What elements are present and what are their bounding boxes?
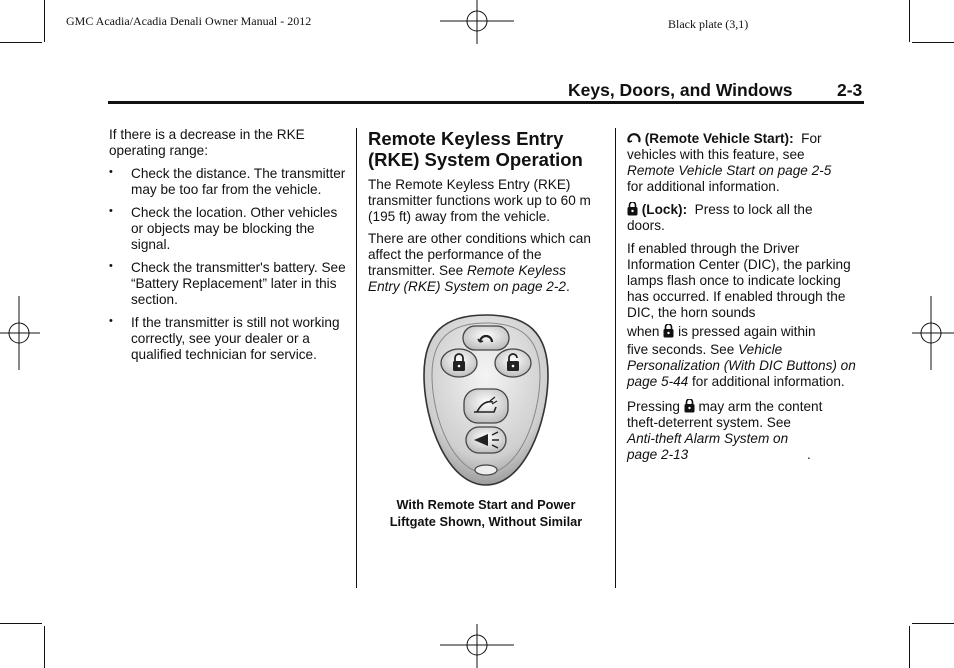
lock-icon (441, 349, 477, 377)
cross-reference-link[interactable]: Vehicle Personalization (With DIC Buttons) on page 5-44 (627, 342, 856, 389)
crop-mark (0, 42, 42, 43)
running-header-right: Black plate (3,1) (668, 17, 749, 31)
paragraph: five seconds. See Vehicle Personalization (With DIC Buttons) on page 5-44 for additional information. (627, 342, 856, 389)
crop-mark (909, 0, 910, 42)
cross-reference-link[interactable]: Remote Keyless Entry (RKE) System on page 2-2 (368, 263, 566, 294)
figure-caption: With Remote Start and Power Liftgate Shown, Without Similar (389, 497, 583, 529)
bullet: • (109, 205, 113, 217)
remote-start-icon (627, 130, 641, 144)
registration-mark (912, 296, 954, 370)
list-item: • If the transmitter is still not working correctly, see your dealer or a qualified technician for service. (109, 315, 340, 362)
lock-icon (627, 202, 638, 216)
paragraph: If enabled through the Driver Information Center (DIC), the parking lamps flash once to indicate locking has occurred. If enabled through the DIC, the horn sounds (627, 241, 851, 320)
list-item: • Check the location. Other vehicles or objects may be blocking the signal. (109, 205, 338, 252)
panic-horn-icon (466, 427, 506, 453)
bullet-list (109, 166, 349, 363)
column-divider (615, 128, 616, 588)
lock-label: (Lock): (641, 202, 688, 217)
liftgate-icon (464, 389, 508, 423)
cross-reference-link[interactable]: Remote Vehicle Start on page 2-5 (627, 163, 832, 178)
header-rule (108, 101, 864, 104)
paragraph: The Remote Keyless Entry (RKE) transmitter functions work up to 60 m (195 ft) away from the vehicle. (368, 177, 591, 224)
running-header-left: GMC Acadia/Acadia Denali Owner Manual - 2012 (66, 14, 312, 28)
crop-mark (44, 0, 45, 42)
list-item: • Check the transmitter's battery. See “Battery Replacement” later in this section. (109, 260, 346, 307)
section-title: Keys, Doors, and Windows (568, 80, 793, 100)
range-intro: If there is a decrease in the RKE operating range: (109, 127, 305, 158)
key-fob-illustration (420, 313, 552, 489)
bullet: • (109, 315, 113, 327)
paragraph: Pressing may arm the content theft-deterrent system. See Anti-theft Alarm System on page 2-13 . (627, 399, 823, 462)
crop-mark (912, 42, 954, 43)
crop-mark (909, 626, 910, 668)
section-heading: Remote Keyless Entry (RKE) System Operation (368, 128, 583, 170)
list-item: • Check the distance. The transmitter may be too far from the vehicle. (109, 166, 346, 197)
cross-reference-link[interactable]: Anti-theft Alarm System on page 2-13 (627, 431, 789, 462)
registration-mark (440, 624, 514, 668)
lock-icon (663, 324, 674, 338)
remote-start-label: (Remote Vehicle Start): (644, 131, 794, 146)
paragraph: (Remote Vehicle Start): For vehicles with this feature, see Remote Vehicle Start on page 2-5 for additional information. (627, 131, 832, 194)
crop-mark (0, 623, 42, 624)
registration-mark (440, 0, 514, 44)
column-1 (109, 127, 349, 363)
registration-mark (0, 296, 40, 370)
crop-mark (44, 626, 45, 668)
bullet: • (109, 166, 113, 178)
remote-start-icon (463, 326, 509, 350)
column-3 (627, 130, 863, 463)
bullet: • (109, 260, 113, 272)
crop-mark (912, 623, 954, 624)
paragraph: when is pressed again within (627, 324, 816, 339)
column-divider (356, 128, 357, 588)
lock-icon (684, 399, 695, 413)
column-2 (368, 128, 603, 295)
paragraph: There are other conditions which can affect the performance of the transmitter. See Remote Keyless Entry (RKE) System on page 2-2. (368, 231, 591, 294)
page-number: 2-3 (837, 80, 863, 100)
paragraph: (Lock): Press to lock all the doors. (627, 202, 813, 233)
unlock-icon (495, 349, 531, 377)
